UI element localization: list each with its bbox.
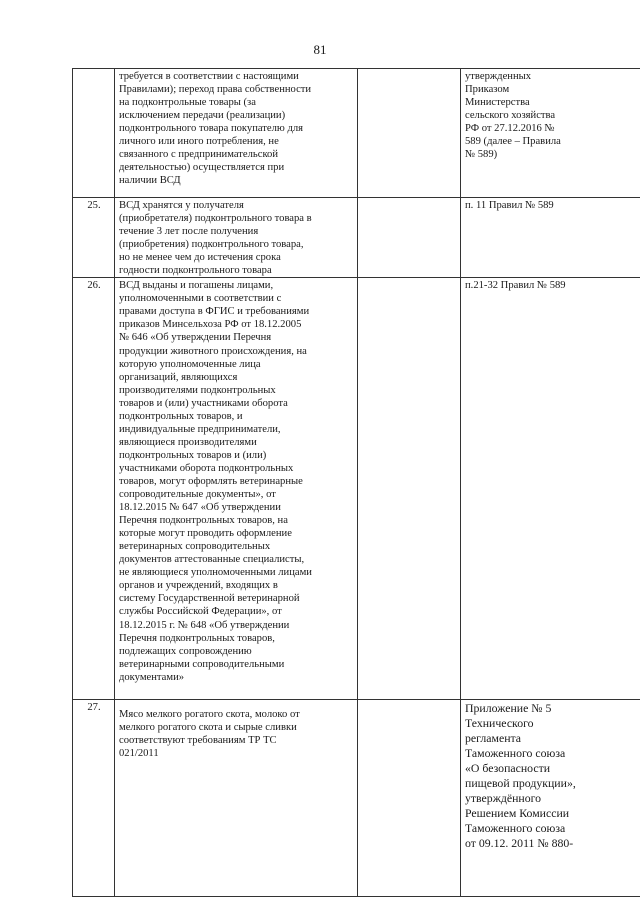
table-row — [73, 198, 640, 278]
requirement-text: ВСД выданы и погашены лицами, уполномоченными в соответствии с правами доступа в ФГИС и требованиями приказов Минсельхоза РФ от 18.12.2005 № 646 «Об утверждении Перечня продукции животного происхождения, на которую уполномоченные лица организаций, являющихся производителями подконтрольных товаров и (или) участниками оборота подконтрольных товаров, и индивидуальные предприниматели, являющиеся производителями подконтрольных товаров и (или) участниками оборота подконтрольных товаров, могут оформлять ветеринарные сопроводительные документы», от 18.12.2015 № 647 «Об утверждении Перечня подконтрольных товаров, на которые могут проводить оформление ветеринарных сопроводительных документов аттестованные специалисты, не являющиеся уполномоченными лицами органов и учреждений, входящих в систему Государственной ветеринарной службы Российской Федерации», от 18.12.2015 г. № 648 «Об утверждении Перечня подконтрольных товаров, подлежащих сопровождению ветеринарными сопроводительными документами» — [115, 278, 358, 700]
check-cell — [358, 700, 461, 897]
row-number: 26. — [73, 278, 115, 700]
row-number: 25. — [73, 198, 115, 278]
check-cell — [358, 278, 461, 700]
reference-text: Приложение № 5 Технического регламента Таможенного союза «О безопасности пищевой продукции», утверждённого Решением Комиссии Таможенного союза от 09.12. 2011 № 880- — [461, 700, 640, 897]
row-number: 27. — [73, 700, 115, 897]
table-row — [73, 69, 640, 198]
table-row — [73, 278, 640, 700]
reference-text: утвержденных Приказом Министерства сельского хозяйства РФ от 27.12.2016 № 589 (далее – Правила № 589) — [461, 69, 640, 198]
page-number: 81 — [313, 42, 327, 57]
requirement-text: ВСД хранятся у получателя (приобретателя) подконтрольного товара в течение 3 лет после получения (приобретения) подконтрольного товара, но не менее чем до истечения срока годности подконтрольного товара — [115, 198, 358, 278]
table-row — [73, 700, 640, 897]
requirements-table — [72, 68, 640, 897]
requirement-text: Мясо мелкого рогатого скота, молоко от мелкого рогатого скота и сырые сливки соответствуют требованиям ТР ТС 021/2011 — [115, 700, 358, 897]
check-cell — [358, 69, 461, 198]
reference-text: п.21-32 Правил № 589 — [461, 278, 640, 700]
check-cell — [358, 198, 461, 278]
row-number — [73, 69, 115, 198]
reference-text: п. 11 Правил № 589 — [461, 198, 640, 278]
requirement-text: требуется в соответствии с настоящими Правилами); переход права собственности на подконтрольные товары (за исключением передачи (реализации) подконтрольного товара покупателю для личного или иного потребления, не связанного с предпринимательской деятельностью) осуществляется при наличии ВСД — [115, 69, 358, 198]
